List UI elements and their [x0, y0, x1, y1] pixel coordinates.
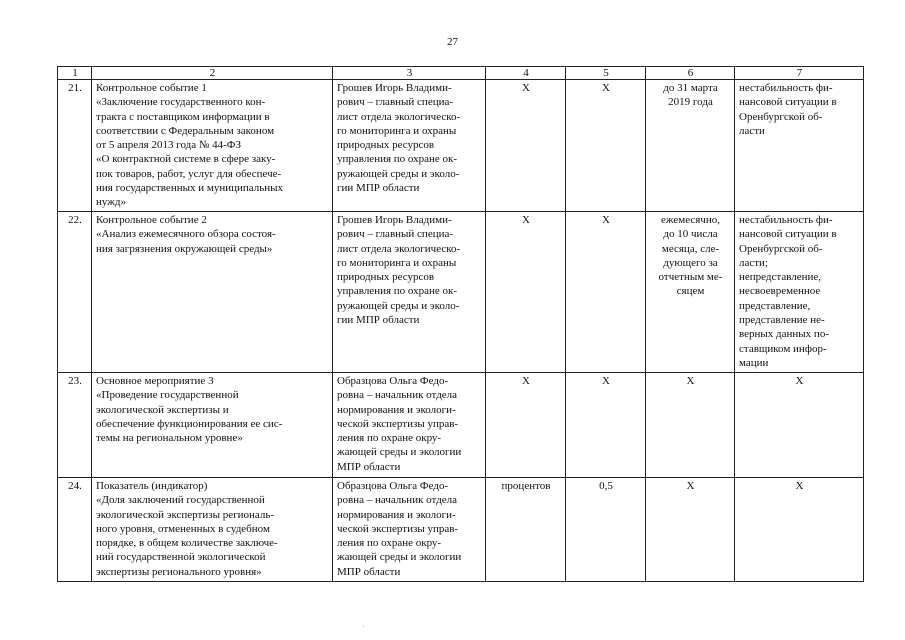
- value-cell: Х: [566, 212, 646, 373]
- risk-cell: Х: [735, 478, 864, 582]
- header-cell: 4: [486, 67, 566, 80]
- responsible-cell: Образцова Ольга Федо- ровна – начальник отдела нормирования и экологи- ческой экспертизы управ- ления по охране окру- жающей среды и экологии МПР области: [333, 478, 486, 582]
- row-number: 22.: [58, 212, 92, 373]
- header-row: [58, 67, 864, 80]
- table-row: [58, 373, 864, 478]
- deadline-cell: Х: [646, 373, 735, 478]
- value-cell: 0,5: [566, 478, 646, 582]
- deadline-cell: ежемесячно, до 10 числа месяца, сле- дующего за отчетным ме- сяцем: [646, 212, 735, 373]
- row-number: 21.: [58, 80, 92, 212]
- item-name-cell: Контрольное событие 2 «Анализ ежемесячного обзора состоя- ния загрязнения окружающей среды»: [92, 212, 333, 373]
- item-name-cell: Показатель (индикатор) «Доля заключений государственной экологической экспертизы региональ- ного уровня, отмененных в судебном порядке, в общем количестве заключе- ний государственной экологической экспертизы регионального уровня»: [92, 478, 333, 582]
- risk-cell: Х: [735, 373, 864, 478]
- value-cell: Х: [566, 373, 646, 478]
- header-cell: 2: [92, 67, 333, 80]
- item-name-cell: Контрольное событие 1 «Заключение государственного кон- тракта с поставщиком информации в соответствии с Федеральным законом от 5 апреля 2013 года № 44-ФЗ «О контрактной системе в сфере заку- пок товаров, работ, услуг для обеспече- ния государственных и муниципальных нужд»: [92, 80, 333, 212]
- item-name-cell: Основное мероприятие 3 «Проведение государственной экологической экспертизы и обеспечение функционирования ее сис- темы на региональном уровне»: [92, 373, 333, 478]
- document-table: [57, 66, 864, 582]
- unit-cell: Х: [486, 80, 566, 212]
- page-number: 27: [447, 36, 458, 48]
- value-cell: Х: [566, 80, 646, 212]
- header-cell: 6: [646, 67, 735, 80]
- scan-dot: ·: [362, 622, 365, 631]
- header-cell: 3: [333, 67, 486, 80]
- responsible-cell: Грошев Игорь Владими- рович – главный специа- лист отдела экологическо- го мониторинга и охраны природных ресурсов управления по охране ок- ружающей среды и эколо- гии МПР области: [333, 212, 486, 373]
- deadline-cell: до 31 марта 2019 года: [646, 80, 735, 212]
- unit-cell: Х: [486, 373, 566, 478]
- risk-cell: нестабильность фи- нансовой ситуации в Оренбургской об- ласти; непредставление, несвоевременное представление, представление не- верных данных по- ставщиком инфор- мации: [735, 212, 864, 373]
- responsible-cell: Образцова Ольга Федо- ровна – начальник отдела нормирования и экологи- ческой экспертизы управ- ления по охране окру- жающей среды и экологии МПР области: [333, 373, 486, 478]
- deadline-cell: Х: [646, 478, 735, 582]
- unit-cell: процентов: [486, 478, 566, 582]
- header-cell: 1: [58, 67, 92, 80]
- unit-cell: Х: [486, 212, 566, 373]
- responsible-cell: Грошев Игорь Владими- рович – главный специа- лист отдела экологическо- го мониторинга и охраны природных ресурсов управления по охране ок- ружающей среды и эколо- гии МПР области: [333, 80, 486, 212]
- row-number: 23.: [58, 373, 92, 478]
- table-row: [58, 478, 864, 582]
- table-row: [58, 80, 864, 212]
- table-row: [58, 212, 864, 373]
- header-cell: 7: [735, 67, 864, 80]
- risk-cell: нестабильность фи- нансовой ситуации в Оренбургской об- ласти: [735, 80, 864, 212]
- header-cell: 5: [566, 67, 646, 80]
- row-number: 24.: [58, 478, 92, 582]
